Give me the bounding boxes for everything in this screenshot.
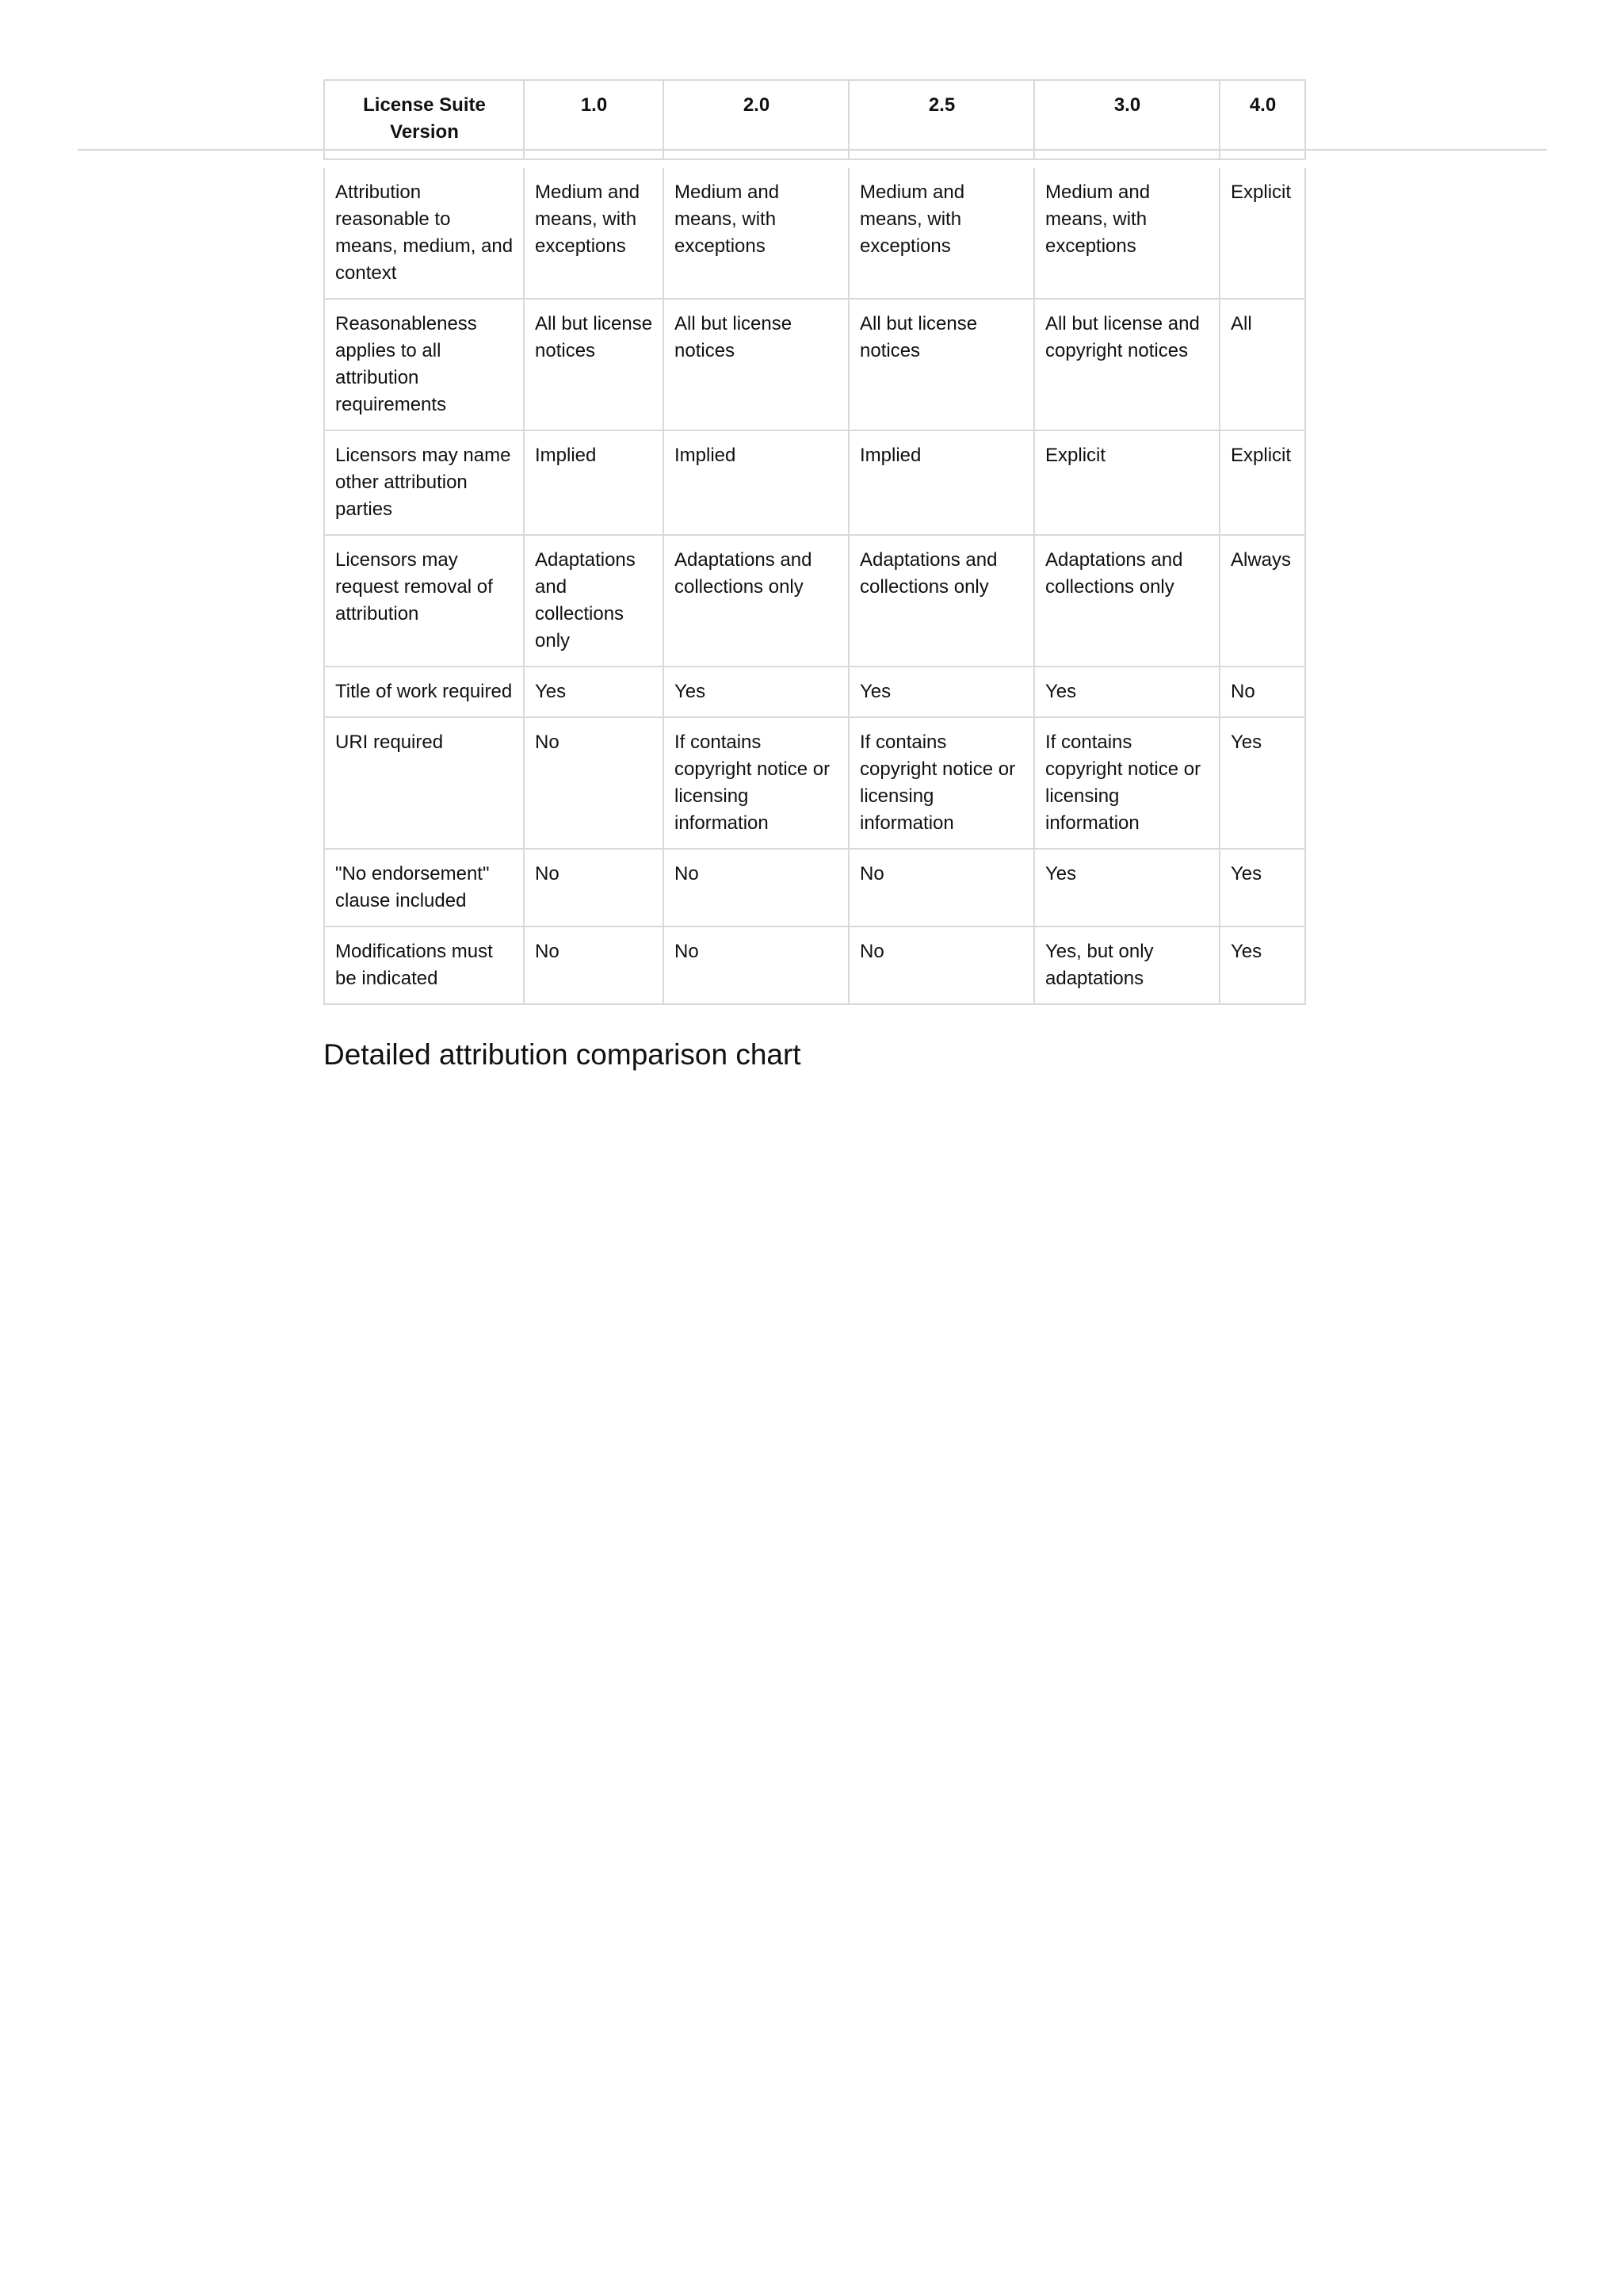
header-version-2-0: 2.0 bbox=[663, 80, 849, 164]
table-cell: Always bbox=[1220, 535, 1305, 667]
table-cell: Medium and means, with exceptions bbox=[849, 164, 1034, 299]
table-cell: Yes bbox=[1220, 717, 1305, 849]
row-label: Licensors may request removal of attribution bbox=[324, 535, 524, 667]
table-caption: Detailed attribution comparison chart bbox=[323, 1038, 801, 1071]
table-cell: Yes bbox=[1034, 667, 1220, 717]
header-version-4-0: 4.0 bbox=[1220, 80, 1305, 164]
table-cell: Explicit bbox=[1034, 430, 1220, 535]
table-cell: No bbox=[663, 849, 849, 926]
row-label: Title of work required bbox=[324, 667, 524, 717]
header-version-1-0: 1.0 bbox=[524, 80, 663, 164]
row-label: URI required bbox=[324, 717, 524, 849]
header-license-suite-version: License Suite Version bbox=[324, 80, 524, 164]
table-row bbox=[324, 926, 1305, 1004]
row-label: "No endorsement" clause included bbox=[324, 849, 524, 926]
table-cell: No bbox=[524, 926, 663, 1004]
attribution-comparison-table-container bbox=[323, 79, 1306, 1005]
table-cell: Yes bbox=[663, 667, 849, 717]
table-cell: Medium and means, with exceptions bbox=[524, 164, 663, 299]
table-row bbox=[324, 717, 1305, 849]
table-cell: No bbox=[1220, 667, 1305, 717]
table-cell: Adaptations and collections only bbox=[524, 535, 663, 667]
table-cell: Yes bbox=[1220, 849, 1305, 926]
header-version-3-0: 3.0 bbox=[1034, 80, 1220, 164]
table-cell: Implied bbox=[849, 430, 1034, 535]
table-row bbox=[324, 535, 1305, 667]
row-label: Modifications must be indicated bbox=[324, 926, 524, 1004]
table-cell: No bbox=[849, 926, 1034, 1004]
table-cell: Yes bbox=[849, 667, 1034, 717]
table-cell: No bbox=[849, 849, 1034, 926]
table-cell: Yes, but only adaptations bbox=[1034, 926, 1220, 1004]
table-row bbox=[324, 430, 1305, 535]
table-cell: No bbox=[663, 926, 849, 1004]
table-cell: Adaptations and collections only bbox=[1034, 535, 1220, 667]
header-version-2-5: 2.5 bbox=[849, 80, 1034, 164]
table-cell: No bbox=[524, 717, 663, 849]
table-cell: Implied bbox=[663, 430, 849, 535]
table-cell: All but license notices bbox=[849, 299, 1034, 430]
table-cell: Explicit bbox=[1220, 430, 1305, 535]
table-cell: Adaptations and collections only bbox=[663, 535, 849, 667]
table-cell: Medium and means, with exceptions bbox=[1034, 164, 1220, 299]
table-row bbox=[324, 164, 1305, 299]
row-label: Attribution reasonable to means, medium, and context bbox=[324, 164, 524, 299]
table-cell: Medium and means, with exceptions bbox=[663, 164, 849, 299]
table-cell: Explicit bbox=[1220, 164, 1305, 299]
table-header-row bbox=[324, 80, 1305, 164]
attribution-comparison-table bbox=[323, 79, 1306, 1005]
table-cell: All but license notices bbox=[663, 299, 849, 430]
table-cell: If contains copyright notice or licensing information bbox=[1034, 717, 1220, 849]
table-cell: All but license notices bbox=[524, 299, 663, 430]
table-row bbox=[324, 667, 1305, 717]
table-row bbox=[324, 299, 1305, 430]
table-row bbox=[324, 849, 1305, 926]
table-cell: No bbox=[524, 849, 663, 926]
table-cell: Yes bbox=[1220, 926, 1305, 1004]
row-label: Licensors may name other attribution parties bbox=[324, 430, 524, 535]
table-cell: Yes bbox=[1034, 849, 1220, 926]
table-cell: All but license and copyright notices bbox=[1034, 299, 1220, 430]
table-cell: Adaptations and collections only bbox=[849, 535, 1034, 667]
table-cell: All bbox=[1220, 299, 1305, 430]
table-cell: If contains copyright notice or licensing information bbox=[849, 717, 1034, 849]
table-cell: Implied bbox=[524, 430, 663, 535]
row-label: Reasonableness applies to all attribution requirements bbox=[324, 299, 524, 430]
table-cell: Yes bbox=[524, 667, 663, 717]
table-cell: If contains copyright notice or licensing information bbox=[663, 717, 849, 849]
